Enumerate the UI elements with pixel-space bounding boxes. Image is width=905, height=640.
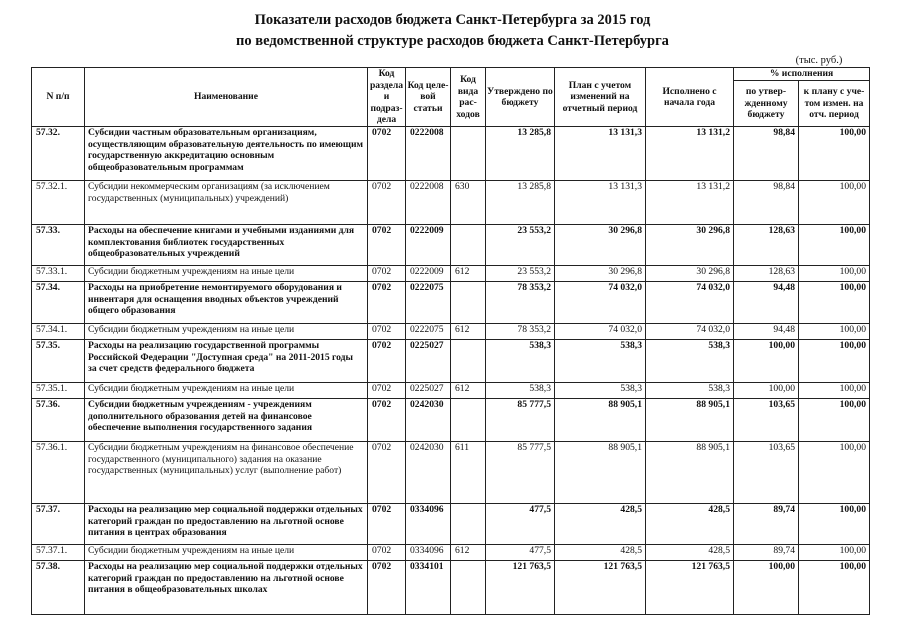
row-pct-plan: 100,00 — [799, 561, 870, 615]
row-number: 57.35.1. — [32, 383, 85, 399]
row-section-code: 0702 — [368, 266, 406, 282]
row-plan: 88 905,1 — [555, 442, 646, 504]
table-row — [32, 324, 870, 340]
row-pct-approved: 100,00 — [734, 383, 799, 399]
row-target-code: 0222009 — [406, 225, 451, 266]
row-target-code: 0222008 — [406, 181, 451, 225]
report-subtitle: по ведомственной структуре расходов бюджета Санкт-Петербурга — [236, 33, 669, 49]
row-name: Расходы на реализацию мер социальной поддержки отдельных категорий граждан по предоставлению на льготной основе питания в центрах образования — [85, 504, 368, 545]
row-approved: 78 353,2 — [486, 282, 555, 324]
header-plan: План с учетом изменений на отчетный период — [555, 68, 646, 127]
row-executed: 88 905,1 — [646, 399, 734, 442]
header-kind-code: Код вида рас-ходов — [451, 68, 486, 127]
row-name: Субсидии бюджетным учреждениям на иные цели — [85, 266, 368, 282]
row-target-code: 0222075 — [406, 324, 451, 340]
row-pct-plan: 100,00 — [799, 383, 870, 399]
row-pct-plan: 100,00 — [799, 340, 870, 383]
row-pct-approved: 98,84 — [734, 127, 799, 181]
row-executed: 538,3 — [646, 383, 734, 399]
row-target-code: 0222009 — [406, 266, 451, 282]
row-executed: 74 032,0 — [646, 282, 734, 324]
row-target-code: 0334096 — [406, 504, 451, 545]
row-approved: 13 285,8 — [486, 127, 555, 181]
table-row — [32, 442, 870, 504]
row-pct-approved: 103,65 — [734, 399, 799, 442]
row-plan: 428,5 — [555, 504, 646, 545]
row-kind-code: 612 — [451, 266, 486, 282]
row-kind-code — [451, 340, 486, 383]
row-pct-approved: 89,74 — [734, 504, 799, 545]
row-approved: 538,3 — [486, 383, 555, 399]
table-row — [32, 266, 870, 282]
row-executed: 30 296,8 — [646, 225, 734, 266]
row-executed: 30 296,8 — [646, 266, 734, 282]
row-pct-plan: 100,00 — [799, 442, 870, 504]
row-pct-plan: 100,00 — [799, 266, 870, 282]
row-pct-plan: 100,00 — [799, 399, 870, 442]
row-executed: 428,5 — [646, 545, 734, 561]
row-pct-approved: 94,48 — [734, 282, 799, 324]
row-section-code: 0702 — [368, 545, 406, 561]
table-row — [32, 282, 870, 324]
row-target-code: 0334096 — [406, 545, 451, 561]
row-plan: 13 131,3 — [555, 127, 646, 181]
row-name: Субсидии бюджетным учреждениям на иные цели — [85, 324, 368, 340]
row-target-code: 0222008 — [406, 127, 451, 181]
row-pct-approved: 100,00 — [734, 561, 799, 615]
row-pct-approved: 94,48 — [734, 324, 799, 340]
row-approved: 23 553,2 — [486, 266, 555, 282]
row-plan: 88 905,1 — [555, 399, 646, 442]
row-target-code: 0225027 — [406, 340, 451, 383]
budget-table — [31, 67, 870, 615]
row-name: Расходы на реализацию мер социальной поддержки отдельных категорий граждан по предоставлению на льготной основе питания в общеобразовательных школах — [85, 561, 368, 615]
header-executed: Исполнено с начала года — [646, 68, 734, 127]
row-target-code: 0222075 — [406, 282, 451, 324]
table-row — [32, 181, 870, 225]
row-kind-code — [451, 504, 486, 545]
row-target-code: 0334101 — [406, 561, 451, 615]
row-kind-code — [451, 282, 486, 324]
row-name: Субсидии бюджетным учреждениям - учреждениям дополнительного образования детей на финансовое обеспечение выполнения государственного задания — [85, 399, 368, 442]
row-pct-plan: 100,00 — [799, 225, 870, 266]
row-name: Субсидии бюджетным учреждениям на иные цели — [85, 383, 368, 399]
header-pct-approved: по утвер-жденному бюджету — [734, 81, 799, 127]
row-section-code: 0702 — [368, 442, 406, 504]
row-executed: 121 763,5 — [646, 561, 734, 615]
row-pct-plan: 100,00 — [799, 181, 870, 225]
row-pct-approved: 89,74 — [734, 545, 799, 561]
row-approved: 85 777,5 — [486, 399, 555, 442]
row-number: 57.36. — [32, 399, 85, 442]
table-row — [32, 225, 870, 266]
row-section-code: 0702 — [368, 504, 406, 545]
row-number: 57.33.1. — [32, 266, 85, 282]
unit-label: (тыс. руб.) — [795, 55, 843, 66]
row-target-code: 0242030 — [406, 399, 451, 442]
header-pct-plan: к плану с уче-том измен. на отч. период — [799, 81, 870, 127]
row-section-code: 0702 — [368, 127, 406, 181]
row-section-code: 0702 — [368, 225, 406, 266]
row-approved: 538,3 — [486, 340, 555, 383]
row-pct-approved: 100,00 — [734, 340, 799, 383]
row-number: 57.37. — [32, 504, 85, 545]
row-plan: 74 032,0 — [555, 324, 646, 340]
header-name: Наименование — [85, 68, 368, 127]
row-approved: 477,5 — [486, 545, 555, 561]
row-number: 57.32. — [32, 127, 85, 181]
row-number: 57.36.1. — [32, 442, 85, 504]
header-percent-group: % исполнения — [734, 68, 870, 81]
row-section-code: 0702 — [368, 340, 406, 383]
row-plan: 428,5 — [555, 545, 646, 561]
row-name: Субсидии бюджетным учреждениям на иные цели — [85, 545, 368, 561]
row-name: Субсидии бюджетным учреждениям на финансовое обеспечение государственного (муниципального) задания на оказание государственных (муниципальных) услуг (выполнение работ) — [85, 442, 368, 504]
row-approved: 121 763,5 — [486, 561, 555, 615]
table-row — [32, 561, 870, 615]
row-executed: 88 905,1 — [646, 442, 734, 504]
row-section-code: 0702 — [368, 324, 406, 340]
row-section-code: 0702 — [368, 561, 406, 615]
row-plan: 74 032,0 — [555, 282, 646, 324]
row-plan: 538,3 — [555, 340, 646, 383]
row-number: 57.35. — [32, 340, 85, 383]
row-pct-approved: 98,84 — [734, 181, 799, 225]
row-executed: 428,5 — [646, 504, 734, 545]
table-row — [32, 399, 870, 442]
row-name: Субсидии частным образовательным организациям, осуществляющим образовательную деятельность по имеющим государственную аккредитацию основным общеобразовательным программам — [85, 127, 368, 181]
row-section-code: 0702 — [368, 383, 406, 399]
row-kind-code: 612 — [451, 324, 486, 340]
row-kind-code — [451, 561, 486, 615]
row-pct-plan: 100,00 — [799, 545, 870, 561]
row-executed: 13 131,2 — [646, 181, 734, 225]
table-body — [32, 127, 870, 615]
row-section-code: 0702 — [368, 181, 406, 225]
row-kind-code: 611 — [451, 442, 486, 504]
row-approved: 85 777,5 — [486, 442, 555, 504]
table-row — [32, 383, 870, 399]
row-number: 57.38. — [32, 561, 85, 615]
report-title: Показатели расходов бюджета Санкт-Петербурга за 2015 год — [254, 12, 651, 28]
row-kind-code: 612 — [451, 545, 486, 561]
header-target-code: Код целе-вой статьи — [406, 68, 451, 127]
row-plan: 121 763,5 — [555, 561, 646, 615]
row-kind-code — [451, 399, 486, 442]
row-section-code: 0702 — [368, 282, 406, 324]
row-plan: 13 131,3 — [555, 181, 646, 225]
table-row — [32, 545, 870, 561]
row-name: Субсидии некоммерческим организациям (за исключением государственных (муниципальных) учреждений) — [85, 181, 368, 225]
row-name: Расходы на реализацию государственной программы Российской Федерации "Доступная среда" на 2011-2015 годы за счет средств федерального бюджета — [85, 340, 368, 383]
row-pct-approved: 128,63 — [734, 266, 799, 282]
row-pct-plan: 100,00 — [799, 282, 870, 324]
header-section-code: Код раздела и подраз-дела — [368, 68, 406, 127]
row-number: 57.37.1. — [32, 545, 85, 561]
row-approved: 78 353,2 — [486, 324, 555, 340]
header-approved: Утверждено по бюджету — [486, 68, 555, 127]
row-kind-code — [451, 127, 486, 181]
row-section-code: 0702 — [368, 399, 406, 442]
row-approved: 13 285,8 — [486, 181, 555, 225]
row-pct-approved: 103,65 — [734, 442, 799, 504]
table-row — [32, 340, 870, 383]
row-number: 57.34. — [32, 282, 85, 324]
row-pct-approved: 128,63 — [734, 225, 799, 266]
table-row — [32, 504, 870, 545]
row-target-code: 0242030 — [406, 442, 451, 504]
row-approved: 23 553,2 — [486, 225, 555, 266]
row-number: 57.32.1. — [32, 181, 85, 225]
row-number: 57.33. — [32, 225, 85, 266]
row-pct-plan: 100,00 — [799, 504, 870, 545]
row-executed: 74 032,0 — [646, 324, 734, 340]
row-kind-code — [451, 225, 486, 266]
row-name: Расходы на обеспечение книгами и учебными изданиями для комплектования библиотек государственных общеобразовательных учреждений — [85, 225, 368, 266]
row-executed: 538,3 — [646, 340, 734, 383]
row-kind-code: 612 — [451, 383, 486, 399]
row-pct-plan: 100,00 — [799, 127, 870, 181]
row-plan: 30 296,8 — [555, 225, 646, 266]
row-target-code: 0225027 — [406, 383, 451, 399]
table-row — [32, 127, 870, 181]
row-kind-code: 630 — [451, 181, 486, 225]
row-pct-plan: 100,00 — [799, 324, 870, 340]
row-approved: 477,5 — [486, 504, 555, 545]
row-name: Расходы на приобретение немонтируемого оборудования и инвентаря для оснащения вводных объектов учреждений общего образования — [85, 282, 368, 324]
row-plan: 538,3 — [555, 383, 646, 399]
row-executed: 13 131,2 — [646, 127, 734, 181]
row-number: 57.34.1. — [32, 324, 85, 340]
row-plan: 30 296,8 — [555, 266, 646, 282]
header-num: N п/п — [32, 68, 85, 127]
